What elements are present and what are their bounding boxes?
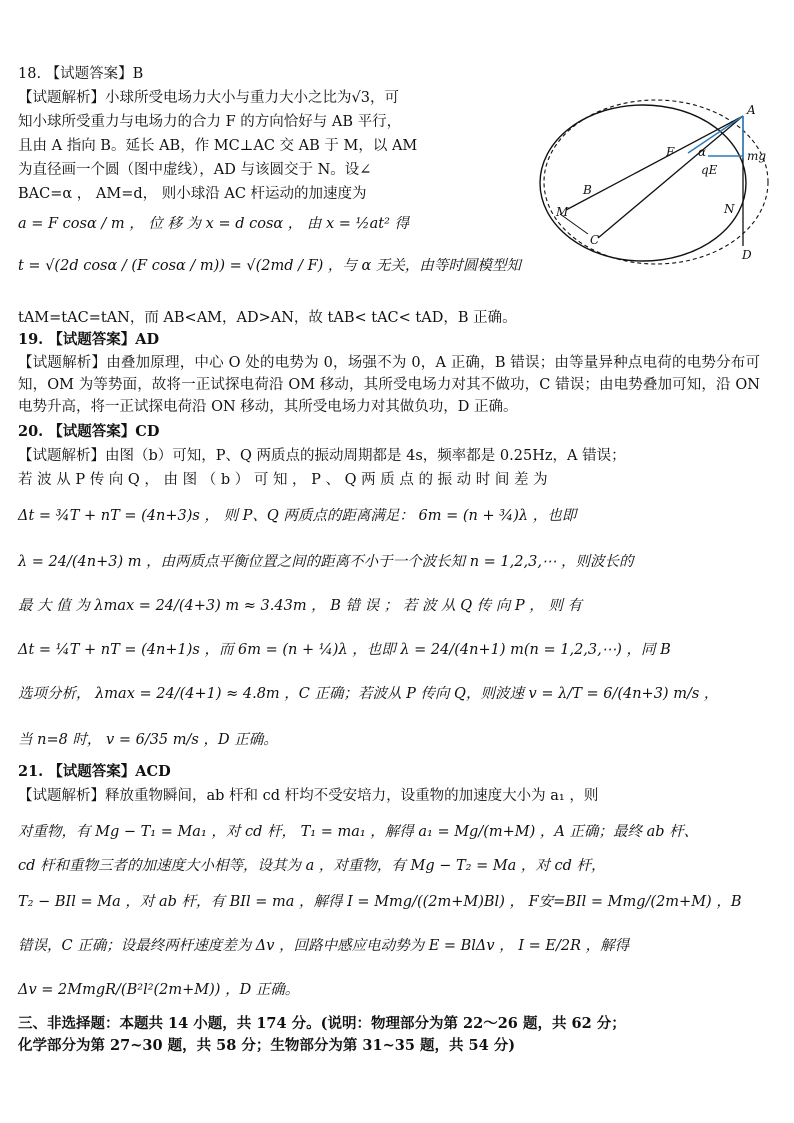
q21-line-6: Δv = 2MmgR/(B²l²(2m+M)) ，D 正确。	[18, 982, 300, 998]
q20-line-4: λ = 24/(4n+3) m ，由两质点平衡位置之间的距离不小于一个波长知 n = 1,2,3,⋯ ，则波长的	[18, 554, 634, 570]
q19-header: 19. 【试题答案】AD	[18, 331, 160, 348]
label-n: N	[724, 202, 735, 216]
q21-line-4: T₂ − BIl = Ma ，对 ab 杆，有 BIl = ma ，解得 I = Mmg/((2m+M)Bl) ， F安=BIl = Mmg/(2m+M) ，B	[18, 894, 742, 910]
q18-line-7: t = √(2d cosα / (F cosα / m)) = √(2md / F) ，与 α 无关，由等时圆模型知	[18, 258, 521, 274]
q19-text: 【试题解析】由叠加原理，中心 O 处的电势为 0，场强不为 0，A 正确，B 错误；由等量异种点电荷的电势分布可知，OM 为等势面，故将一正试探电荷沿 OM 移动，其所受电场力对其不做功，C 错误；由电势叠加可知，沿 ON 电势升高，将一正试探电荷沿 ON 移动，其所受电场力对其做负功，D 正确。	[18, 355, 760, 415]
section3-line-2: 化学部分为第 27~30 题，共 58 分；生物部分为第 31~35 题，共 54 分)	[18, 1037, 516, 1054]
section3-line-1: 三、非选择题：本题共 14 小题，共 174 分。(说明：物理部分为第 22～26 题，共 62 分；	[18, 1015, 626, 1032]
label-d: D	[742, 248, 752, 262]
label-c: C	[590, 233, 600, 247]
q18-header: 18. 【试题答案】B	[18, 66, 144, 82]
q21-header: 21. 【试题答案】ACD	[18, 763, 171, 780]
solid-circle	[540, 105, 746, 261]
document-page	[18, 0, 778, 1123]
label-f: F	[666, 145, 675, 159]
q21-line-1: 【试题解析】释放重物瞬间，ab 杆和 cd 杆均不受安培力，设重物的加速度大小为 a₁ ，则	[18, 788, 599, 804]
q21-line-5: 错误，C 正确；设最终两杆速度差为 Δv ，回路中感应电动势为 E = BlΔv ， I = E/2R ，解得	[18, 938, 630, 954]
label-m: M	[556, 205, 569, 219]
q21-line-2: 对重物，有 Mg − T₁ = Ma₁ ，对 cd 杆， T₁ = ma₁ ，解得 a₁ = Mg/(m+M) ，A 正确；最终 ab 杆、	[18, 824, 699, 840]
label-mg: mg	[747, 149, 767, 163]
q20-line-1: 【试题解析】由图（b）可知，P、Q 两质点的振动周期都是 4s，频率都是 0.25Hz，A 错误；	[18, 448, 626, 464]
line-ac	[598, 116, 743, 238]
q18-line-2: 知小球所受重力与电场力的合力 F 的方向恰好与 AB 平行，	[18, 114, 402, 130]
dashed-circle	[544, 100, 768, 264]
q20-line-6: Δt = ¼T + nT = (4n+1)s ，而 6m = (n + ¼)λ ，也即 λ = 24/(4n+1) m(n = 1,2,3,⋯) ，同 B	[18, 642, 671, 658]
label-a: A	[747, 103, 756, 117]
q18-line-8: tAM=tAC=tAN，而 AB<AM，AD>AN，故 tAB< tAC< tAD，B 正确。	[18, 310, 517, 326]
q20-line-7: 选项分析， λmax = 24/(4+1) ≈ 4.8m ，C 正确；若波从 P 传向 Q，则波速 v = λ/T = 6/(4n+3) m/s ，	[18, 686, 719, 702]
q20-line-5: 最 大 值 为 λmax = 24/(4+3) m ≈ 3.43m ， B 错 误 ； 若 波 从 Q 传 向 P ， 则 有	[18, 598, 583, 614]
q18-line-1: 【试题解析】小球所受电场力大小与重力大小之比为√3，可	[18, 90, 399, 106]
q18-line-6: a = F cosα / m ， 位 移 为 x = d cosα ， 由 x = ½at² 得	[18, 216, 410, 232]
q18-line-3: 且由 A 指向 B。延长 AB，作 MC⊥AC 交 AB 于 M，以 AM	[18, 138, 418, 154]
q20-line-2: 若 波 从 P 传 向 Q ， 由 图 （ b ） 可 知 ， P 、 Q 两 质 点 的 振 动 时 间 差 为	[18, 472, 548, 488]
label-qe: qE	[701, 163, 718, 177]
q20-line-3: Δt = ¾T + nT = (4n+3)s ， 则 P、Q 两质点的距离满足： 6m = (n + ¾)λ ，也即	[18, 508, 577, 524]
label-b: B	[583, 183, 592, 197]
q20-line-8: 当 n=8 时， v = 6/35 m/s ，D 正确。	[18, 732, 278, 748]
q20-header: 20. 【试题答案】CD	[18, 423, 160, 440]
label-alpha: α	[698, 145, 707, 159]
q18-line-5: BAC=α ， AM=d， 则小球沿 AC 杆运动的加速度为	[18, 186, 367, 202]
q18-line-4: 为直径画一个圆（图中虚线），AD 与该圆交于 N。设∠	[18, 162, 372, 178]
circle-figure	[538, 98, 778, 268]
q21-line-3: cd 杆和重物三者的加速度大小相等，设其为 a ，对重物，有 Mg − T₂ = Ma ，对 cd 杆，	[18, 858, 606, 874]
